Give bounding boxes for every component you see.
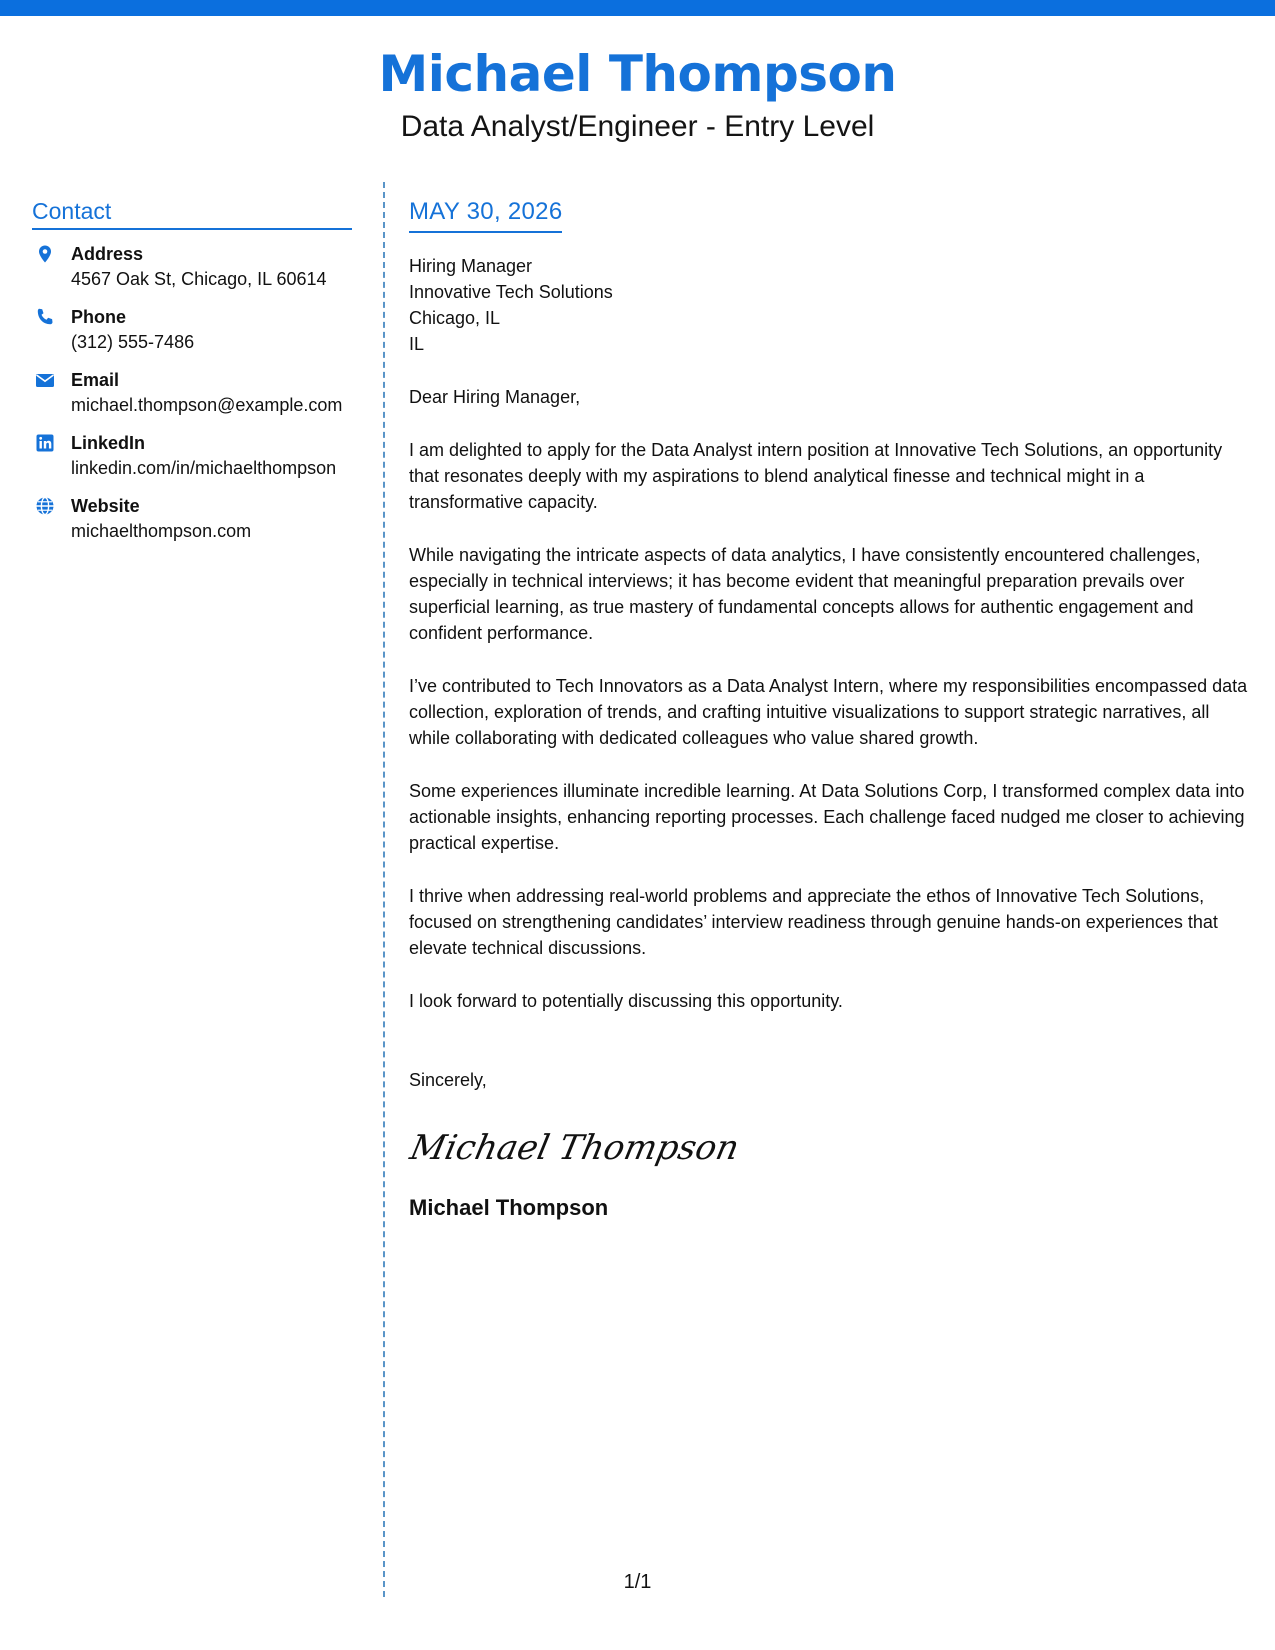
contact-label-address: Address bbox=[71, 244, 144, 264]
contact-value-address: 4567 Oak St, Chicago, IL 60614 bbox=[71, 269, 327, 289]
contact-value-linkedin[interactable]: linkedin.com/in/michaelthompson bbox=[71, 458, 337, 478]
linkedin-icon bbox=[35, 433, 55, 453]
handwritten-signature bbox=[406, 1119, 1249, 1179]
letter-paragraph: I’ve contributed to Tech Innovators as a Data Analyst Intern, where my responsibilities encompassed data collection, exploration of trends, and crafting intuitive visualizations to support strategic narratives, all while collaborating with dedicated colleagues who value shared growth. bbox=[409, 676, 1248, 748]
contact-item-linkedin bbox=[32, 431, 352, 481]
letter-closing: Sincerely, bbox=[409, 1070, 487, 1090]
contact-list bbox=[32, 242, 352, 544]
contact-label-phone: Phone bbox=[71, 307, 127, 327]
recipient-line: Chicago, IL bbox=[409, 308, 501, 328]
letter-paragraph: I look forward to potentially discussing this opportunity. bbox=[409, 991, 843, 1011]
top-accent-bar bbox=[0, 0, 1275, 16]
page-number: 1/1 bbox=[623, 1571, 652, 1593]
contact-value-website[interactable]: michaelthompson.com bbox=[71, 521, 252, 541]
signer-name: Michael Thompson bbox=[409, 1195, 609, 1220]
contact-label-linkedin: LinkedIn bbox=[71, 433, 146, 453]
contact-label-email: Email bbox=[71, 370, 120, 390]
letter-paragraph: I am delighted to apply for the Data Analyst intern position at Innovative Tech Solutions, an opportunity that resonates deeply with my aspirations to blend analytical finesse and technical might in a transformative capacity. bbox=[409, 440, 1223, 512]
contact-heading: Contact bbox=[32, 196, 352, 230]
phone-icon bbox=[35, 307, 55, 327]
letter-paragraph: While navigating the intricate aspects of data analytics, I have consistently encountered challenges, especially in technical interviews; it has become evident that meaningful preparation prevails over superficial learning, as true mastery of fundamental concepts allows for authentic engagement and confident performance. bbox=[409, 545, 1201, 643]
applicant-name: Michael Thompson bbox=[378, 45, 897, 103]
globe-icon bbox=[35, 496, 55, 516]
salutation: Dear Hiring Manager, bbox=[409, 387, 581, 407]
cover-letter-body bbox=[406, 196, 1249, 1223]
contact-sidebar bbox=[32, 196, 352, 557]
envelope-icon bbox=[35, 370, 55, 390]
contact-value-phone: (312) 555-7486 bbox=[71, 332, 195, 352]
applicant-title: Data Analyst/Engineer - Entry Level bbox=[400, 110, 875, 143]
contact-value-email[interactable]: michael.thompson@example.com bbox=[71, 395, 343, 415]
contact-item-email bbox=[32, 368, 352, 418]
resume-header bbox=[0, 40, 1275, 146]
contact-item-address bbox=[32, 242, 352, 292]
letter-paragraph: I thrive when addressing real-world problems and appreciate the ethos of Innovative Tech Solutions, focused on strengthening candidates’ interview readiness through genuine hands-on experiences that elevate technical discussions. bbox=[409, 886, 1218, 958]
recipient-line: IL bbox=[409, 334, 425, 354]
recipient-block bbox=[409, 253, 1249, 357]
letter-date: MAY 30, 2026 bbox=[409, 196, 562, 233]
contact-label-website: Website bbox=[71, 496, 140, 516]
recipient-line: Hiring Manager bbox=[409, 256, 533, 276]
letter-paragraph: Some experiences illuminate incredible learning. At Data Solutions Corp, I transformed complex data into actionable insights, enhancing reporting processes. Each challenge faced nudged me closer to achieving practical expertise. bbox=[409, 781, 1245, 853]
map-pin-icon bbox=[35, 244, 55, 264]
signature-text: Michael Thompson bbox=[406, 1128, 743, 1168]
contact-item-phone bbox=[32, 305, 352, 355]
column-divider bbox=[383, 182, 385, 1597]
recipient-line: Innovative Tech Solutions bbox=[409, 282, 613, 302]
contact-item-website bbox=[32, 494, 352, 544]
